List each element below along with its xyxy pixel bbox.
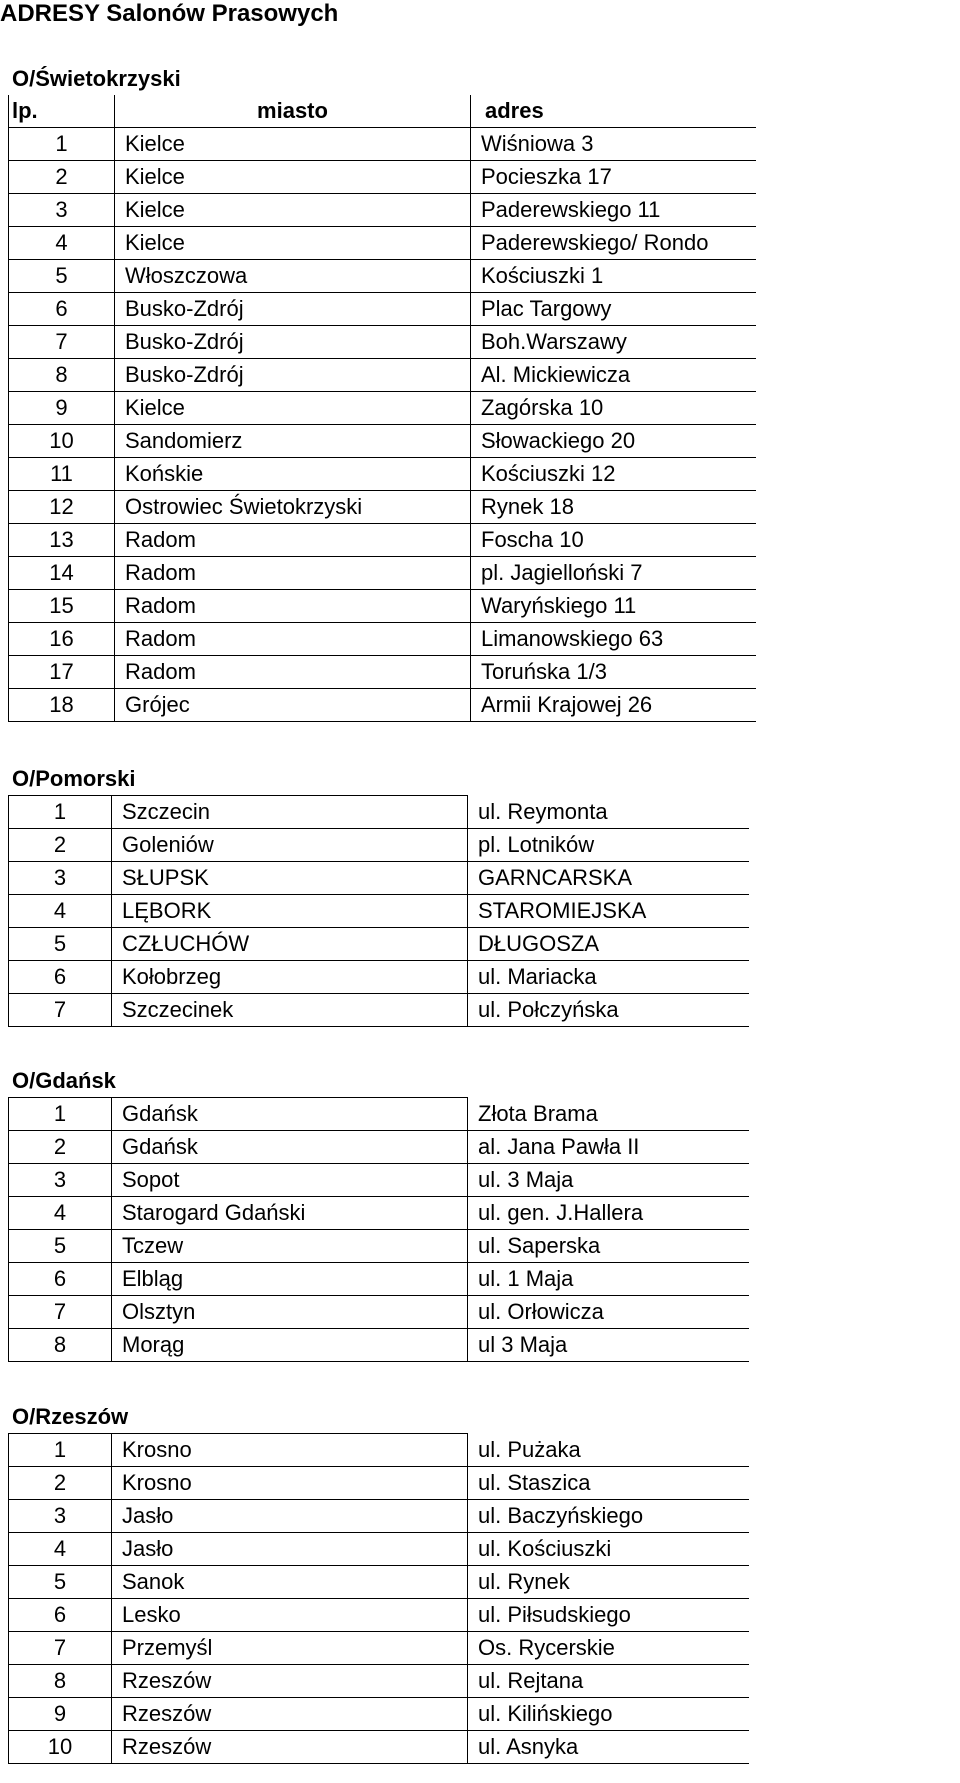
row-city: LĘBORK bbox=[112, 895, 468, 928]
row-address: ul. 1 Maja bbox=[468, 1263, 750, 1296]
row-address: Paderewskiego/ Rondo bbox=[471, 227, 757, 260]
table-row bbox=[9, 293, 757, 326]
row-address: ul. Rejtana bbox=[468, 1665, 750, 1698]
table-row bbox=[9, 161, 757, 194]
row-address: Pocieszka 17 bbox=[471, 161, 757, 194]
table-row bbox=[9, 1566, 750, 1599]
table-header-row bbox=[9, 95, 757, 128]
section-title: O/Gdańsk bbox=[12, 1068, 116, 1093]
row-lp: 5 bbox=[9, 1230, 112, 1263]
table-row bbox=[9, 392, 757, 425]
table-row bbox=[9, 491, 757, 524]
row-city: CZŁUCHÓW bbox=[112, 928, 468, 961]
row-address: ul. Asnyka bbox=[468, 1731, 750, 1764]
row-lp: 5 bbox=[9, 260, 115, 293]
row-address: ul. Mariacka bbox=[468, 961, 750, 994]
row-city: Tczew bbox=[112, 1230, 468, 1263]
section-gdansk bbox=[0, 1064, 960, 1362]
table-row bbox=[9, 1467, 750, 1500]
row-lp: 4 bbox=[9, 1197, 112, 1230]
section-pomorski bbox=[0, 762, 960, 1027]
row-city: Radom bbox=[115, 524, 471, 557]
row-address: ul. 3 Maja bbox=[468, 1164, 750, 1197]
row-city: Kielce bbox=[115, 161, 471, 194]
row-address: ul. Kościuszki bbox=[468, 1533, 750, 1566]
row-lp: 16 bbox=[9, 623, 115, 656]
table-row bbox=[9, 689, 757, 722]
row-lp: 3 bbox=[9, 862, 112, 895]
row-city: Szczecin bbox=[112, 796, 468, 829]
row-lp: 6 bbox=[9, 1599, 112, 1632]
table-row bbox=[9, 458, 757, 491]
row-city: Radom bbox=[115, 656, 471, 689]
row-lp: 8 bbox=[9, 1665, 112, 1698]
row-city: Włoszczowa bbox=[115, 260, 471, 293]
section-swietokrzyski bbox=[0, 62, 960, 722]
table-row bbox=[9, 1098, 750, 1131]
section-title: O/Świetokrzyski bbox=[12, 66, 181, 91]
table-row bbox=[9, 1230, 750, 1263]
table-row bbox=[9, 128, 757, 161]
row-address: ul. Staszica bbox=[468, 1467, 750, 1500]
row-address: pl. Lotników bbox=[468, 829, 750, 862]
table-row bbox=[9, 895, 750, 928]
row-address: Kościuszki 1 bbox=[471, 260, 757, 293]
row-lp: 4 bbox=[9, 227, 115, 260]
row-lp: 1 bbox=[9, 796, 112, 829]
row-city: Sandomierz bbox=[115, 425, 471, 458]
row-address: Plac Targowy bbox=[471, 293, 757, 326]
row-city: Morąg bbox=[112, 1329, 468, 1362]
row-address: ul 3 Maja bbox=[468, 1329, 750, 1362]
row-address: ul. Pużaka bbox=[468, 1434, 750, 1467]
row-address: al. Jana Pawła II bbox=[468, 1131, 750, 1164]
row-lp: 3 bbox=[9, 1500, 112, 1533]
table-row bbox=[9, 796, 750, 829]
row-lp: 5 bbox=[9, 928, 112, 961]
table-row bbox=[9, 359, 757, 392]
row-lp: 6 bbox=[9, 293, 115, 326]
document-title: ADRESY Salonów Prasowych bbox=[0, 0, 339, 27]
row-lp: 15 bbox=[9, 590, 115, 623]
row-city: Sanok bbox=[112, 1566, 468, 1599]
table-row bbox=[9, 1632, 750, 1665]
row-address: ul. Połczyńska bbox=[468, 994, 750, 1027]
header-lp: lp. bbox=[9, 95, 115, 128]
row-city: Radom bbox=[115, 557, 471, 590]
row-address: Toruńska 1/3 bbox=[471, 656, 757, 689]
row-lp: 1 bbox=[9, 1098, 112, 1131]
table-row bbox=[9, 1731, 750, 1764]
row-city: Grójec bbox=[115, 689, 471, 722]
row-city: Busko-Zdrój bbox=[115, 359, 471, 392]
row-address: pl. Jagielloński 7 bbox=[471, 557, 757, 590]
row-lp: 9 bbox=[9, 392, 115, 425]
row-city: Rzeszów bbox=[112, 1731, 468, 1764]
table-row bbox=[9, 829, 750, 862]
row-address: STAROMIEJSKA bbox=[468, 895, 750, 928]
row-lp: 18 bbox=[9, 689, 115, 722]
row-address: ul. Reymonta bbox=[468, 796, 750, 829]
row-lp: 2 bbox=[9, 1131, 112, 1164]
row-lp: 1 bbox=[9, 1434, 112, 1467]
header-city: miasto bbox=[115, 95, 471, 128]
row-city: Radom bbox=[115, 623, 471, 656]
table-row bbox=[9, 260, 757, 293]
row-city: Szczecinek bbox=[112, 994, 468, 1027]
row-city: Ostrowiec Świetokrzyski bbox=[115, 491, 471, 524]
row-lp: 8 bbox=[9, 1329, 112, 1362]
section-rzeszow bbox=[0, 1400, 960, 1764]
table-row bbox=[9, 1131, 750, 1164]
row-city: Przemyśl bbox=[112, 1632, 468, 1665]
table-row bbox=[9, 1434, 750, 1467]
row-address: Boh.Warszawy bbox=[471, 326, 757, 359]
row-city: Radom bbox=[115, 590, 471, 623]
table-row bbox=[9, 557, 757, 590]
table-row bbox=[9, 1296, 750, 1329]
row-lp: 14 bbox=[9, 557, 115, 590]
table-row bbox=[9, 1329, 750, 1362]
row-city: Elbląg bbox=[112, 1263, 468, 1296]
row-address: ul. Saperska bbox=[468, 1230, 750, 1263]
row-city: Krosno bbox=[112, 1434, 468, 1467]
row-lp: 6 bbox=[9, 1263, 112, 1296]
section-title: O/Pomorski bbox=[12, 766, 136, 791]
row-city: Busko-Zdrój bbox=[115, 326, 471, 359]
row-city: Krosno bbox=[112, 1467, 468, 1500]
row-lp: 8 bbox=[9, 359, 115, 392]
row-address: Złota Brama bbox=[468, 1098, 750, 1131]
address-table bbox=[8, 1433, 749, 1764]
table-row bbox=[9, 524, 757, 557]
row-address: ul. Rynek bbox=[468, 1566, 750, 1599]
row-address: Foscha 10 bbox=[471, 524, 757, 557]
table-row bbox=[9, 994, 750, 1027]
row-lp: 4 bbox=[9, 1533, 112, 1566]
row-lp: 9 bbox=[9, 1698, 112, 1731]
table-row bbox=[9, 326, 757, 359]
section-title: O/Rzeszów bbox=[12, 1404, 129, 1429]
row-lp: 13 bbox=[9, 524, 115, 557]
row-lp: 4 bbox=[9, 895, 112, 928]
table-row bbox=[9, 1197, 750, 1230]
row-address: ul. Kilińskiego bbox=[468, 1698, 750, 1731]
row-lp: 7 bbox=[9, 326, 115, 359]
row-city: Gdańsk bbox=[112, 1098, 468, 1131]
table-row bbox=[9, 656, 757, 689]
row-lp: 10 bbox=[9, 425, 115, 458]
row-city: Olsztyn bbox=[112, 1296, 468, 1329]
row-address: Wiśniowa 3 bbox=[471, 128, 757, 161]
table-row bbox=[9, 1665, 750, 1698]
row-address: ul. Piłsudskiego bbox=[468, 1599, 750, 1632]
row-lp: 2 bbox=[9, 161, 115, 194]
table-row bbox=[9, 623, 757, 656]
row-city: Goleniów bbox=[112, 829, 468, 862]
row-lp: 11 bbox=[9, 458, 115, 491]
row-address: Zagórska 10 bbox=[471, 392, 757, 425]
row-lp: 7 bbox=[9, 994, 112, 1027]
row-city: Busko-Zdrój bbox=[115, 293, 471, 326]
row-address: Armii Krajowej 26 bbox=[471, 689, 757, 722]
table-row bbox=[9, 1500, 750, 1533]
row-lp: 3 bbox=[9, 1164, 112, 1197]
table-row bbox=[9, 1599, 750, 1632]
row-lp: 10 bbox=[9, 1731, 112, 1764]
table-row bbox=[9, 862, 750, 895]
row-address: ul. Baczyńskiego bbox=[468, 1500, 750, 1533]
row-lp: 1 bbox=[9, 128, 115, 161]
table-row bbox=[9, 194, 757, 227]
table-row bbox=[9, 1698, 750, 1731]
row-lp: 17 bbox=[9, 656, 115, 689]
row-city: Kielce bbox=[115, 227, 471, 260]
address-table bbox=[8, 95, 756, 722]
row-city: Kielce bbox=[115, 194, 471, 227]
row-address: Paderewskiego 11 bbox=[471, 194, 757, 227]
row-lp: 2 bbox=[9, 829, 112, 862]
table-row bbox=[9, 961, 750, 994]
table-row bbox=[9, 1263, 750, 1296]
row-city: Lesko bbox=[112, 1599, 468, 1632]
row-address: Os. Rycerskie bbox=[468, 1632, 750, 1665]
row-city: Końskie bbox=[115, 458, 471, 491]
row-city: Rzeszów bbox=[112, 1698, 468, 1731]
table-row bbox=[9, 227, 757, 260]
row-lp: 12 bbox=[9, 491, 115, 524]
address-table bbox=[8, 795, 749, 1027]
row-lp: 2 bbox=[9, 1467, 112, 1500]
row-lp: 5 bbox=[9, 1566, 112, 1599]
row-address: DŁUGOSZA bbox=[468, 928, 750, 961]
table-row bbox=[9, 928, 750, 961]
table-row bbox=[9, 1533, 750, 1566]
row-address: Słowackiego 20 bbox=[471, 425, 757, 458]
row-lp: 6 bbox=[9, 961, 112, 994]
row-address: ul. gen. J.Hallera bbox=[468, 1197, 750, 1230]
table-row bbox=[9, 590, 757, 623]
row-address: ul. Orłowicza bbox=[468, 1296, 750, 1329]
address-table bbox=[8, 1097, 749, 1362]
row-address: Rynek 18 bbox=[471, 491, 757, 524]
row-city: SŁUPSK bbox=[112, 862, 468, 895]
row-city: Kielce bbox=[115, 392, 471, 425]
row-address: Limanowskiego 63 bbox=[471, 623, 757, 656]
row-city: Sopot bbox=[112, 1164, 468, 1197]
row-city: Kielce bbox=[115, 128, 471, 161]
row-city: Gdańsk bbox=[112, 1131, 468, 1164]
row-lp: 3 bbox=[9, 194, 115, 227]
row-address: GARNCARSKA bbox=[468, 862, 750, 895]
row-city: Starogard Gdański bbox=[112, 1197, 468, 1230]
row-city: Jasło bbox=[112, 1533, 468, 1566]
row-address: Kościuszki 12 bbox=[471, 458, 757, 491]
row-city: Rzeszów bbox=[112, 1665, 468, 1698]
row-lp: 7 bbox=[9, 1296, 112, 1329]
row-city: Jasło bbox=[112, 1500, 468, 1533]
row-city: Kołobrzeg bbox=[112, 961, 468, 994]
row-address: Waryńskiego 11 bbox=[471, 590, 757, 623]
table-row bbox=[9, 1164, 750, 1197]
row-address: Al. Mickiewicza bbox=[471, 359, 757, 392]
row-lp: 7 bbox=[9, 1632, 112, 1665]
header-address: adres bbox=[471, 95, 757, 128]
table-row bbox=[9, 425, 757, 458]
